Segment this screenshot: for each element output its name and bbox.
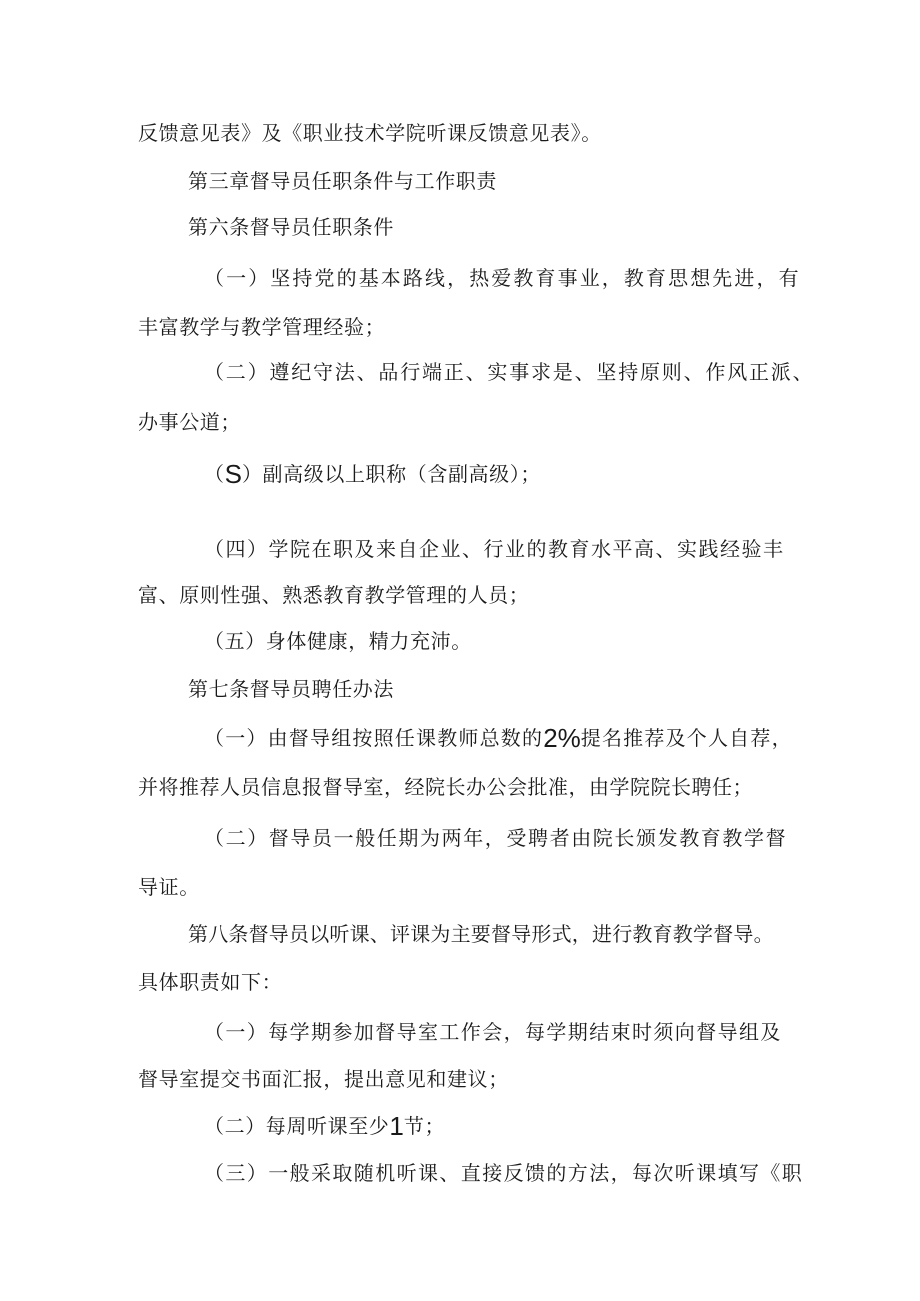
- text-line: 导证。: [138, 875, 200, 899]
- text-line: （一）每学期参加督导室工作会，每学期结束时须向督导组及: [204, 1020, 782, 1044]
- chapter-heading: 第三章督导员任职条件与工作职责: [188, 169, 497, 193]
- text-line: 反馈意见表》及《职业技术学院听课反馈意见表》。: [138, 121, 602, 145]
- text-line: 并将推荐人员信息报督导室，经院长办公会批准，由学院院长聘任；: [138, 775, 753, 799]
- text-line: 办事公道；: [138, 410, 241, 434]
- text-line: （二）督导员一般任期为两年，受聘者由院长颁发教育教学督: [204, 826, 788, 850]
- text-line: 丰富教学与教学管理经验；: [138, 315, 386, 339]
- text-span: S: [224, 459, 242, 489]
- article-heading: 第七条督导员聘任办法: [188, 677, 394, 701]
- text-line: [204, 461, 541, 487]
- text-span: （二）每周听课至少: [204, 1114, 390, 1138]
- article-heading: 第六条督导员任职条件: [188, 215, 394, 239]
- text-line: [204, 725, 793, 751]
- text-span: 提名推荐及个人自荐，: [580, 726, 793, 750]
- text-span: （一）由督导组按照任课教师总数的: [204, 726, 544, 750]
- text-span: 节；: [403, 1114, 446, 1138]
- text-line: （一）坚持党的基本路线，热爱教育事业，教育思想先进，有: [204, 266, 801, 290]
- text-span: 2%: [543, 723, 581, 753]
- text-span: 1: [389, 1111, 404, 1141]
- text-line: （五）身体健康，精力充沛。: [204, 629, 472, 653]
- text-line: （二）遵纪守法、品行端正、实事求是、坚持原则、作风正派、: [204, 360, 815, 384]
- text-line: （三）一般采取随机听课、直接反馈的方法，每次听课填写《职: [204, 1161, 804, 1185]
- text-line: （四）学院在职及来自企业、行业的教育水平高、实践经验丰: [204, 537, 785, 561]
- text-line: 督导室提交书面汇报，提出意见和建议；: [138, 1067, 509, 1091]
- text-line: 具体职责如下：: [138, 970, 283, 994]
- article-heading: 第八条督导员以听课、评课为主要督导形式，进行教育教学督导。: [188, 922, 774, 946]
- text-span: （: [204, 462, 225, 486]
- text-span: ）副高级以上职称（含副高级）；: [241, 462, 541, 486]
- text-line: [204, 1113, 445, 1139]
- text-line: 富、原则性强、熟悉教育教学管理的人员；: [138, 583, 530, 607]
